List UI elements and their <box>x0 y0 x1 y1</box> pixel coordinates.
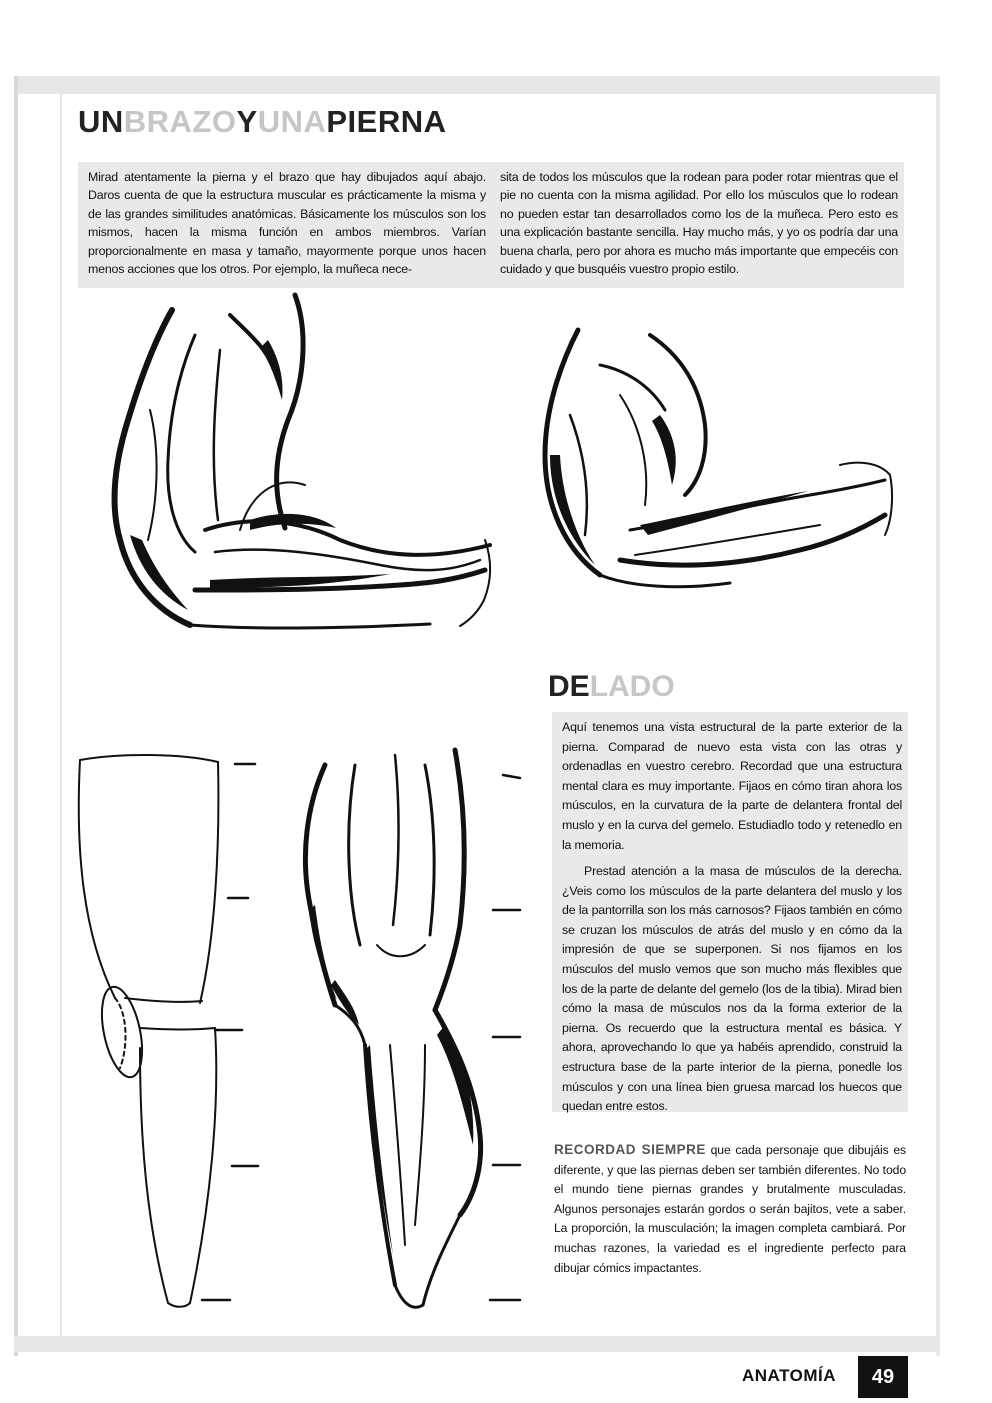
intro-panel <box>78 162 904 288</box>
side-view-panel <box>552 712 908 1112</box>
page-frame-bottom <box>14 1336 938 1352</box>
title-part: BRAZO <box>123 104 237 139</box>
section-title-part: LADO <box>589 670 675 703</box>
side-view-paragraph-2: Prestad atención a la masa de músculos de la derecha. ¿Veis como los músculos de la parte delantera del muslo y los de la pantorrilla son los más carnosos? Fijaos también en cómo se cruzan los músculos de atrás del muslo y en cómo da la impresión de que se superponen. Si nos fijamos en los músculos del muslo vemos que son mucho más flexibles que los de la parte de delante del gemelo (los de la tibia). Mirad bien cómo la masa de músculos nos da la forma exterior de la pierna. Os recuerdo que la estructura mental es básica. Y ahora, aprovechando lo que ya habéis aprendido, construid la estructura base de la parte interior de la pierna, ponedle los músculos y con una línea bien gruesa marcad los huecos que quedan entre estos. <box>562 864 902 1114</box>
page-frame-left <box>14 76 18 1356</box>
footer-section-label: ANATOMÍA <box>742 1366 837 1385</box>
arm-muscle-illustration-right <box>540 325 900 595</box>
title-part: UNA <box>257 104 327 139</box>
intro-column-left: Mirad atentamente la pierna y el brazo que hay dibujados aquí abajo. Daros cuenta de que la estructura muscular es prácticamente la misma y de las grandes similitudes anatómicas. Básicamente los músculos son los mismos, hacen la misma función en ambos miembros. Varían proporcionalmente en masa y tamaño, mayormente porque unos hacen menos acciones que los otros. Por ejemplo, la muñeca nece- <box>88 170 486 277</box>
section-title-part: DE <box>548 670 590 703</box>
section-title <box>548 670 675 704</box>
remember-note <box>554 1140 906 1278</box>
page-frame-right <box>936 76 940 1356</box>
remember-note-lead: RECORDAD SIEMPRE <box>554 1142 706 1157</box>
arm-muscle-illustration-left <box>100 290 500 635</box>
side-view-paragraph-1: Aquí tenemos una vista estructural de la parte exterior de la pierna. Comparad de nuevo esta vista con las otras y ordenadlas en vuestro cerebro. Recordad que una estructura mental clara es muy importante. Fijaos en cómo tiran ahora los músculos, en la curvatura de la parte de delantera frontal del muslo y en la curva del gemelo. Estudiadlo todo y retenedlo en la memoria. <box>562 720 902 852</box>
leg-muscle-illustration <box>295 745 535 1320</box>
page-frame-top <box>14 76 938 94</box>
intro-column-right: sita de todos los músculos que la rodean para poder rotar mientras que el pie no cuenta con la misma agilidad. Por ello los músculos que lo rodean no pueden estar tan desarrollados como los de la muñeca. Pero esto es una explicación bastante sencilla. Hay mucho más, y yo os podría dar una buena charla, pero por ahora es mucho más importante que empecéis con cuidado y que busquéis vuestro propio estilo. <box>500 170 898 277</box>
remember-note-body: que cada personaje que dibujáis es diferente, y que las piernas deben ser también diferentes. No todo el mundo tiene piernas grandes y brutalmente musculadas. Algunos personajes estarán gordos o serán bajitos, vete a saber. La proporción, la musculación; la imagen completa cambiará. Por muchas razones, la variedad es el ingrediente perfecto para dibujar cómics impactantes. <box>554 1143 906 1275</box>
title-part: Y <box>236 104 258 139</box>
title-part: UN <box>78 104 124 139</box>
page-title <box>78 104 447 140</box>
page-number: 49 <box>858 1356 908 1398</box>
title-part: PIERNA <box>326 104 447 139</box>
page-frame-inner-left <box>60 94 62 1344</box>
leg-structure-diagram <box>70 748 270 1318</box>
